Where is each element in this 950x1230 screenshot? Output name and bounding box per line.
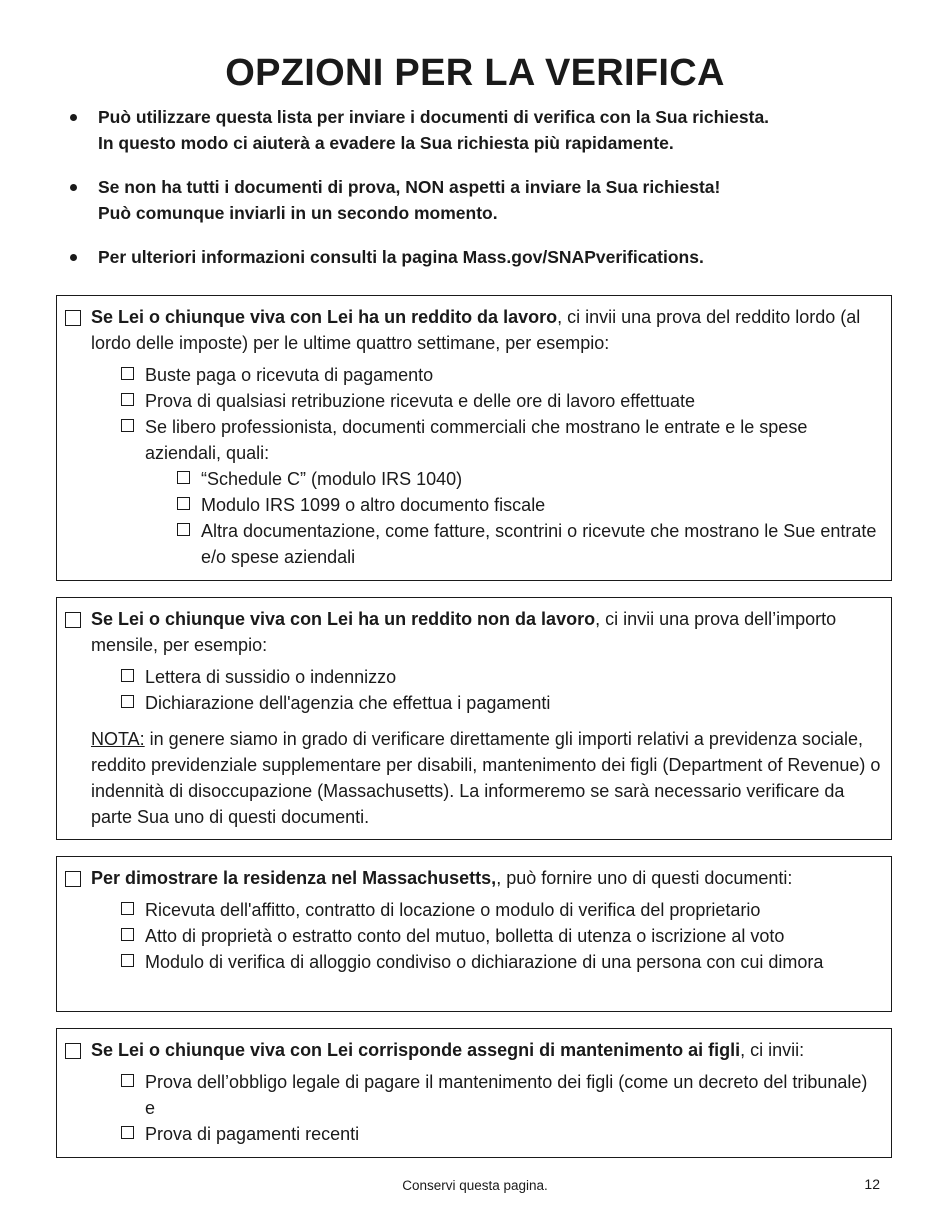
item-checkbox[interactable] — [121, 669, 134, 682]
item-label: Lettera di sussidio o indennizzo — [145, 667, 397, 687]
item-label: Modulo di verifica di alloggio condiviso o dichiarazione di una persona con cui dimora — [145, 952, 824, 972]
item-checkbox[interactable] — [121, 954, 134, 967]
checklist-item — [65, 414, 881, 466]
checklist-subitem — [65, 518, 881, 570]
subitem-label: Altra documentazione, come fatture, scontrini o ricevute che mostrano le Sue entrate e/o spese aziendali — [201, 521, 877, 567]
bullet-dot-icon — [70, 254, 77, 261]
intro-bullet — [66, 174, 896, 226]
item-label: Dichiarazione dell'agenzia che effettua i pagamenti — [145, 693, 551, 713]
item-label: Se libero professionista, documenti commerciali che mostrano le entrate e le spese aziendali, quali: — [145, 417, 808, 463]
unearned-income-text: , ci invii una prova dell’importo mensile, per esempio: — [91, 609, 837, 655]
checklist-item — [65, 664, 881, 690]
note-label: NOTA: — [91, 729, 145, 749]
checklist-item — [65, 1121, 881, 1147]
bullet-line: In questo modo ci aiuterà a evadere la Sua richiesta più rapidamente. — [98, 133, 674, 153]
item-label: Buste paga o ricevuta di pagamento — [145, 365, 434, 385]
child-support-text: , ci invii: — [740, 1040, 805, 1060]
checklist-item — [65, 923, 881, 949]
checklist-item — [65, 388, 881, 414]
bullet-line: Se non ha tutti i documenti di prova, NON aspetti a inviare la Sua richiesta! — [98, 177, 721, 197]
item-label: Prova dell’obbligo legale di pagare il mantenimento dei figli (come un decreto del tribunale) e — [145, 1072, 868, 1118]
unearned-income-section — [56, 597, 892, 840]
intro-bullet — [66, 244, 896, 270]
item-checkbox[interactable] — [121, 367, 134, 380]
subitem-checkbox[interactable] — [177, 523, 190, 536]
item-label: Prova di qualsiasi retribuzione ricevuta e delle ore di lavoro effettuate — [145, 391, 695, 411]
bullet-dot-icon — [70, 114, 77, 121]
bullet-line: Può comunque inviarli in un secondo momento. — [98, 203, 498, 223]
child-support-header — [65, 1037, 881, 1063]
page-title: OPZIONI PER LA VERIFICA — [225, 52, 725, 94]
subitem-label: “Schedule C” (modulo IRS 1040) — [201, 469, 463, 489]
item-label: Atto di proprietà o estratto conto del mutuo, bolletta di utenza o iscrizione al voto — [145, 926, 785, 946]
checklist-item — [65, 1069, 881, 1121]
earned-income-section — [56, 295, 892, 581]
unearned-income-note — [65, 726, 881, 830]
residence-heading: Per dimostrare la residenza nel Massachusetts, — [91, 868, 497, 888]
child-support-heading: Se Lei o chiunque viva con Lei corrisponde assegni di mantenimento ai figli — [91, 1040, 741, 1060]
bullet-line: Può utilizzare questa lista per inviare i documenti di verifica con la Sua richiesta. — [98, 107, 770, 127]
checklist-item — [65, 897, 881, 923]
page-number: 12 — [864, 1176, 880, 1192]
earned-income-text: , ci invii una prova del reddito lordo (al lordo delle imposte) per le ultime quattro settimane, per esempio: — [91, 307, 861, 353]
item-checkbox[interactable] — [121, 928, 134, 941]
unearned-income-checkbox[interactable] — [65, 612, 81, 628]
item-checkbox[interactable] — [121, 695, 134, 708]
item-checkbox[interactable] — [121, 419, 134, 432]
child-support-section — [56, 1028, 892, 1158]
bullet-dot-icon — [70, 184, 77, 191]
intro-bullet-list — [66, 104, 896, 288]
bullet-line: Per ulteriori informazioni consulti la pagina Mass.gov/SNAPverifications. — [98, 247, 704, 267]
checklist-item — [65, 362, 881, 388]
footer-note: Conservi questa pagina. — [402, 1178, 548, 1193]
checklist-subitem — [65, 466, 881, 492]
note-text: in genere siamo in grado di verificare direttamente gli importi relativi a previdenza sociale, reddito previdenziale supplementare per disabili, mantenimento dei figli (Department of Revenue) o indennità di disoccupazione (Massachusetts). La informeremo se sarà necessario verificare da parte Sua uno di questi documenti. — [91, 729, 881, 827]
residence-header — [65, 865, 881, 891]
subitem-label: Modulo IRS 1099 o altro documento fiscale — [201, 495, 546, 515]
item-checkbox[interactable] — [121, 902, 134, 915]
subitem-checkbox[interactable] — [177, 471, 190, 484]
item-label: Prova di pagamenti recenti — [145, 1124, 360, 1144]
item-checkbox[interactable] — [121, 1126, 134, 1139]
unearned-income-header — [65, 606, 881, 658]
checklist-subitem — [65, 492, 881, 518]
earned-income-header — [65, 304, 881, 356]
residence-section — [56, 856, 892, 1012]
subitem-checkbox[interactable] — [177, 497, 190, 510]
item-checkbox[interactable] — [121, 393, 134, 406]
intro-bullet — [66, 104, 896, 156]
earned-income-heading: Se Lei o chiunque viva con Lei ha un reddito da lavoro — [91, 307, 558, 327]
child-support-checkbox[interactable] — [65, 1043, 81, 1059]
checklist-item — [65, 949, 881, 975]
item-label: Ricevuta dell'affitto, contratto di locazione o modulo di verifica del proprietario — [145, 900, 761, 920]
checklist-item — [65, 690, 881, 716]
item-checkbox[interactable] — [121, 1074, 134, 1087]
residence-text: , può fornire uno di questi documenti: — [496, 868, 793, 888]
residence-checkbox[interactable] — [65, 871, 81, 887]
earned-income-checkbox[interactable] — [65, 310, 81, 326]
unearned-income-heading: Se Lei o chiunque viva con Lei ha un reddito non da lavoro — [91, 609, 596, 629]
